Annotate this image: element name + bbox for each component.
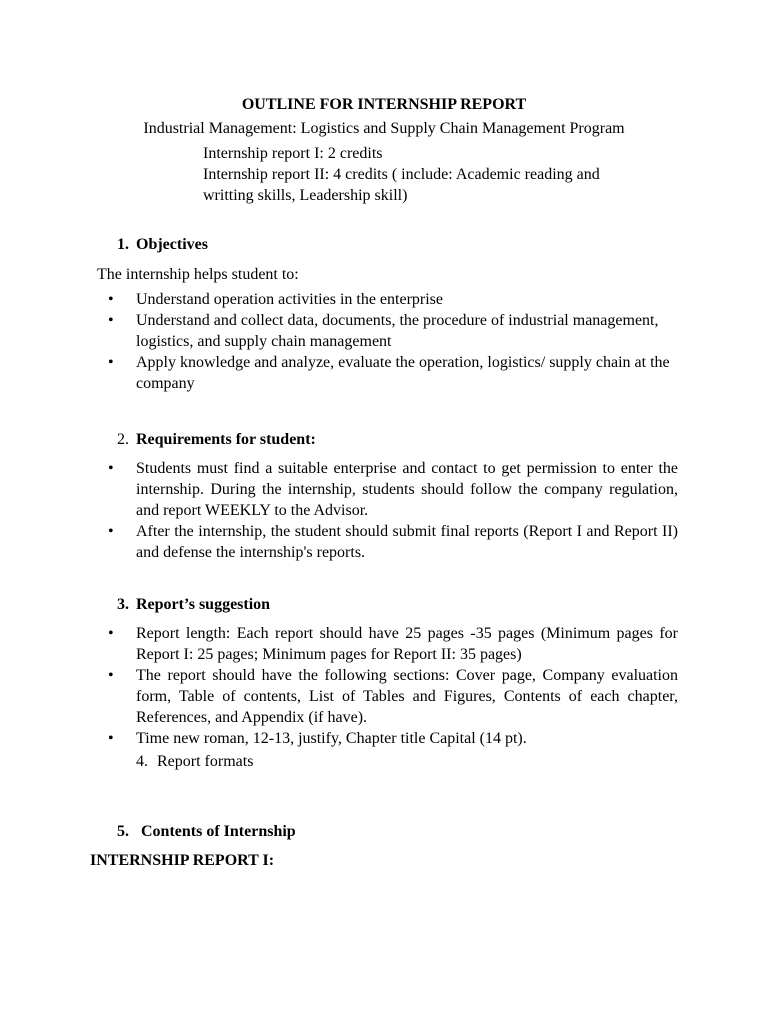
report2-credits-line2: writting skills, Leadership skill) bbox=[203, 187, 408, 204]
section2-heading: Requirements for student: bbox=[136, 431, 316, 448]
bullet-icon: • bbox=[108, 291, 114, 308]
section1-number: 1. bbox=[117, 236, 129, 253]
list-item: • Understand and collect data, documents, the procedure of industrial management, logistics, and supply chain management bbox=[108, 312, 659, 350]
report1-credits: Internship report I: 2 credits bbox=[203, 145, 383, 162]
bullet-icon: • bbox=[108, 625, 114, 642]
list-item: • Understand operation activities in the enterprise bbox=[108, 291, 444, 308]
section1-heading: Objectives bbox=[136, 236, 208, 253]
document-title: OUTLINE FOR INTERNSHIP REPORT bbox=[241, 96, 527, 113]
bullet-icon: • bbox=[108, 730, 114, 747]
section1-intro: The internship helps student to: bbox=[97, 266, 299, 283]
bullet-icon: • bbox=[108, 312, 114, 329]
section4-number: 4. bbox=[136, 753, 148, 770]
list-item: • Time new roman, 12-13, justify, Chapter title Capital (14 pt). bbox=[108, 730, 527, 747]
list-item: • Apply knowledge and analyze, evaluate the operation, logistics/ supply chain at the company bbox=[108, 354, 670, 392]
list-item: • Report length: Each report should have 25 pages -35 pages (Minimum pages for Report I: 25 pages; Minimum pages for Report II: 35 pages) bbox=[108, 625, 678, 663]
section3-number: 3. bbox=[117, 596, 129, 613]
bullet-icon: • bbox=[108, 667, 114, 684]
section2-number: 2. bbox=[117, 431, 129, 448]
bullet-icon: • bbox=[108, 460, 114, 477]
section3-bullet-list bbox=[108, 623, 678, 749]
list-item: • Students must find a suitable enterprise and contact to get permission to enter the internship. During the internship, students should follow the company regulation, and report WEEKLY to the Advisor. bbox=[108, 460, 678, 519]
section5-heading: Contents of Internship bbox=[141, 823, 296, 840]
internship-report1-heading: INTERNSHIP REPORT I: bbox=[90, 852, 275, 869]
list-item: • The report should have the following sections: Cover page, Company evaluation form, Table of contents, List of Tables and Figures, Contents of each chapter, References, and Appendix (if have). bbox=[108, 667, 678, 726]
section1-bullet-list bbox=[108, 289, 678, 394]
bullet-icon: • bbox=[108, 523, 114, 540]
section2-bullet-list bbox=[108, 458, 678, 563]
program-name: Industrial Management: Logistics and Supply Chain Management Program bbox=[143, 120, 625, 137]
section4-heading: Report formats bbox=[157, 753, 254, 770]
list-item: • After the internship, the student should submit final reports (Report I and Report II) and defense the internship's reports. bbox=[108, 523, 678, 561]
bullet-icon: • bbox=[108, 354, 114, 371]
section3-heading: Report’s suggestion bbox=[136, 596, 271, 613]
section5-number: 5. bbox=[117, 823, 129, 840]
report2-credits-line1: Internship report II: 4 credits ( include: Academic reading and bbox=[203, 166, 600, 183]
